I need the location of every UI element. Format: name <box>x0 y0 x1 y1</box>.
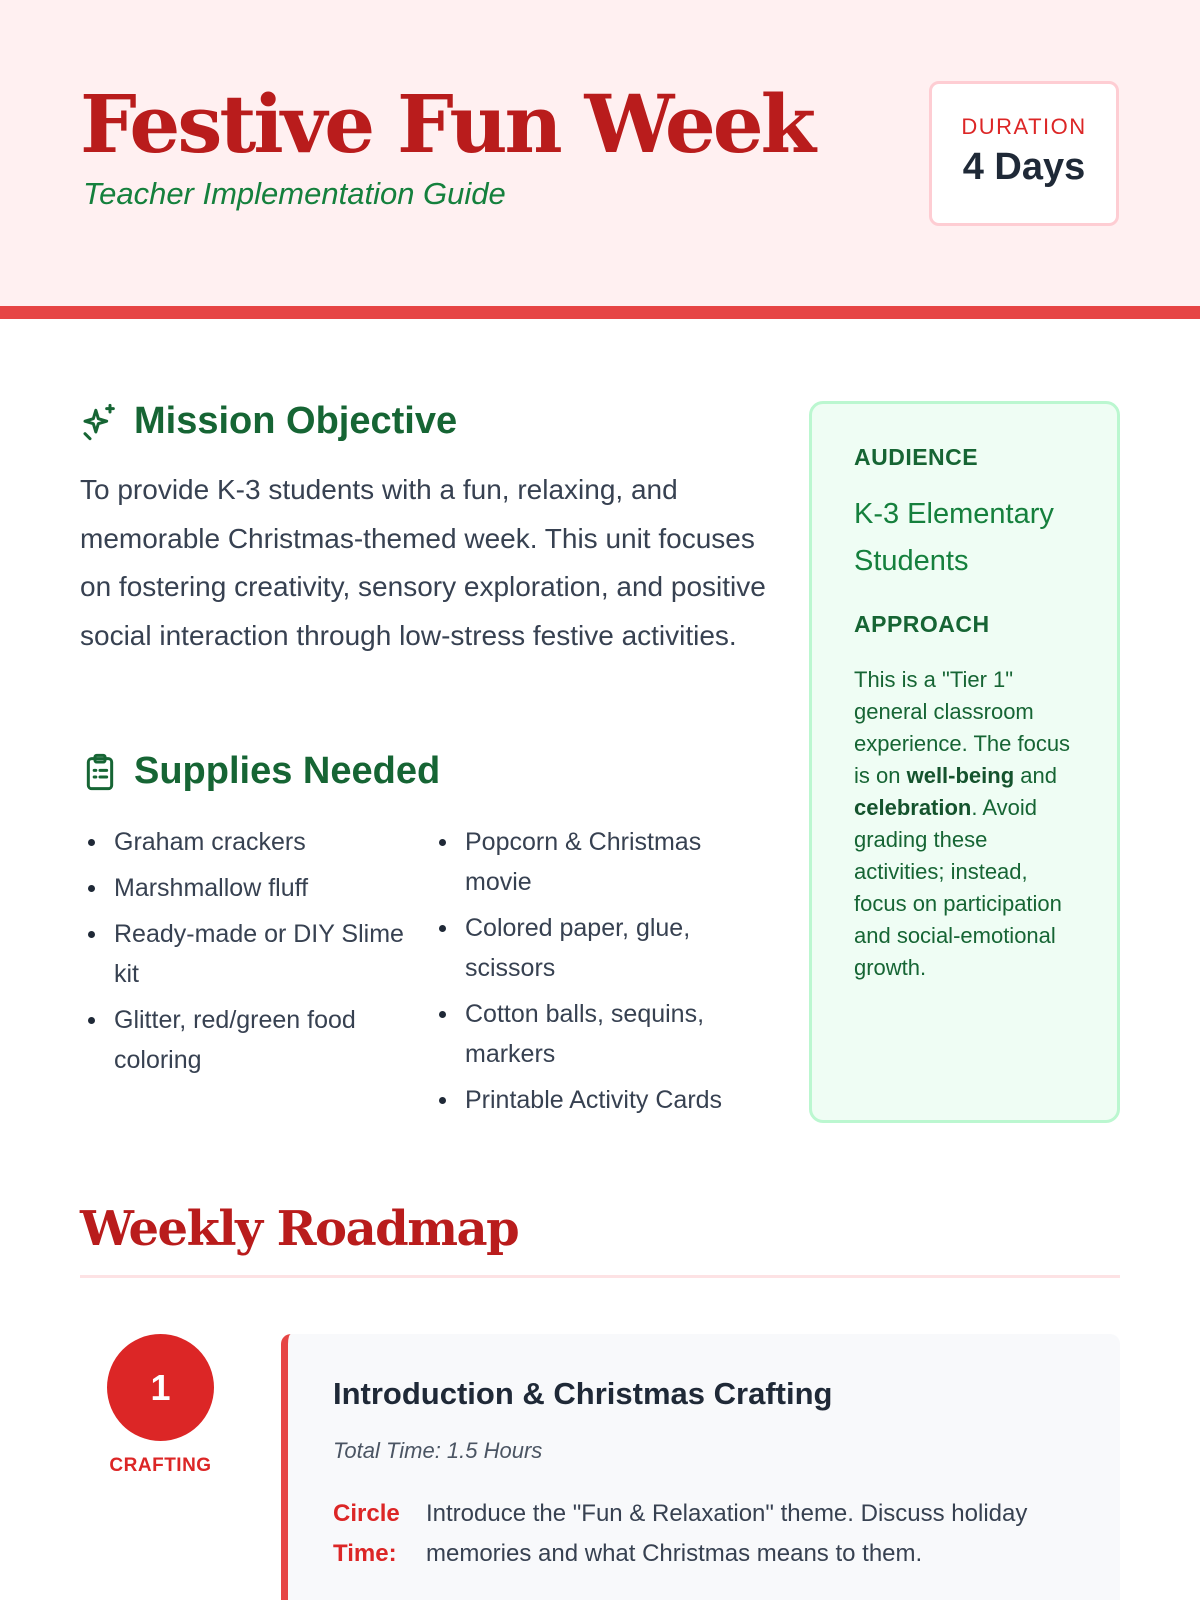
page-subtitle: Teacher Implementation Guide <box>83 176 506 211</box>
activity-label: Circle Time: <box>333 1500 400 1567</box>
day-category-tag: CRAFTING <box>109 1455 212 1476</box>
audience-label: AUDIENCE <box>854 444 979 470</box>
day-number-badge: 1 <box>107 1334 214 1441</box>
audience-value: K-3 Elementary Students <box>854 498 1054 577</box>
sparkles-icon <box>80 402 120 442</box>
list-item: Popcorn & Christmas movie <box>431 822 771 902</box>
list-item: Cotton balls, sequins, markers <box>431 994 771 1074</box>
activity-text: Introduce the "Fun & Relaxation" theme. Discuss holiday memories and what Christmas means to them. <box>426 1500 1028 1567</box>
list-item: Graham crackers <box>80 822 410 862</box>
approach-text: This is a "Tier 1" general classroom experience. The focus is on well-being and celebration. Avoid grading these activities; instead, focus on participation and social-emotional growth. <box>854 667 1071 980</box>
duration-value: 4 Days <box>962 146 1086 188</box>
supplies-heading <box>80 750 440 793</box>
supplies-list-left <box>80 822 410 1086</box>
day-card <box>281 1334 1120 1600</box>
clipboard-icon <box>80 752 120 792</box>
roadmap-divider <box>80 1275 1120 1278</box>
mission-title: Mission Objective <box>134 400 458 442</box>
supplies-list-right <box>431 822 771 1126</box>
list-item: Printable Activity Cards <box>431 1080 771 1120</box>
roadmap-title: Weekly Roadmap <box>80 1201 519 1257</box>
mission-text: To provide K-3 students with a fun, relaxing, and memorable Christmas-themed week. This unit focuses on fostering creativity, sensory exploration, and positive social interaction through low-stress festive activities. <box>80 474 766 651</box>
mission-heading <box>80 400 457 443</box>
approach-label: APPROACH <box>854 611 990 637</box>
duration-label: DURATION <box>961 114 1087 139</box>
list-item: Colored paper, glue, scissors <box>431 908 771 988</box>
audience-card <box>809 401 1120 1123</box>
list-item: Ready-made or DIY Slime kit <box>80 914 410 994</box>
list-item: Marshmallow fluff <box>80 868 410 908</box>
header-divider <box>0 306 1200 319</box>
duration-card <box>929 81 1119 226</box>
day-time: Total Time: 1.5 Hours <box>333 1438 543 1463</box>
day-title: Introduction & Christmas Crafting <box>333 1376 833 1411</box>
page-title: Festive Fun Week <box>80 77 814 171</box>
list-item: Glitter, red/green food coloring <box>80 1000 410 1080</box>
supplies-title: Supplies Needed <box>134 750 441 792</box>
